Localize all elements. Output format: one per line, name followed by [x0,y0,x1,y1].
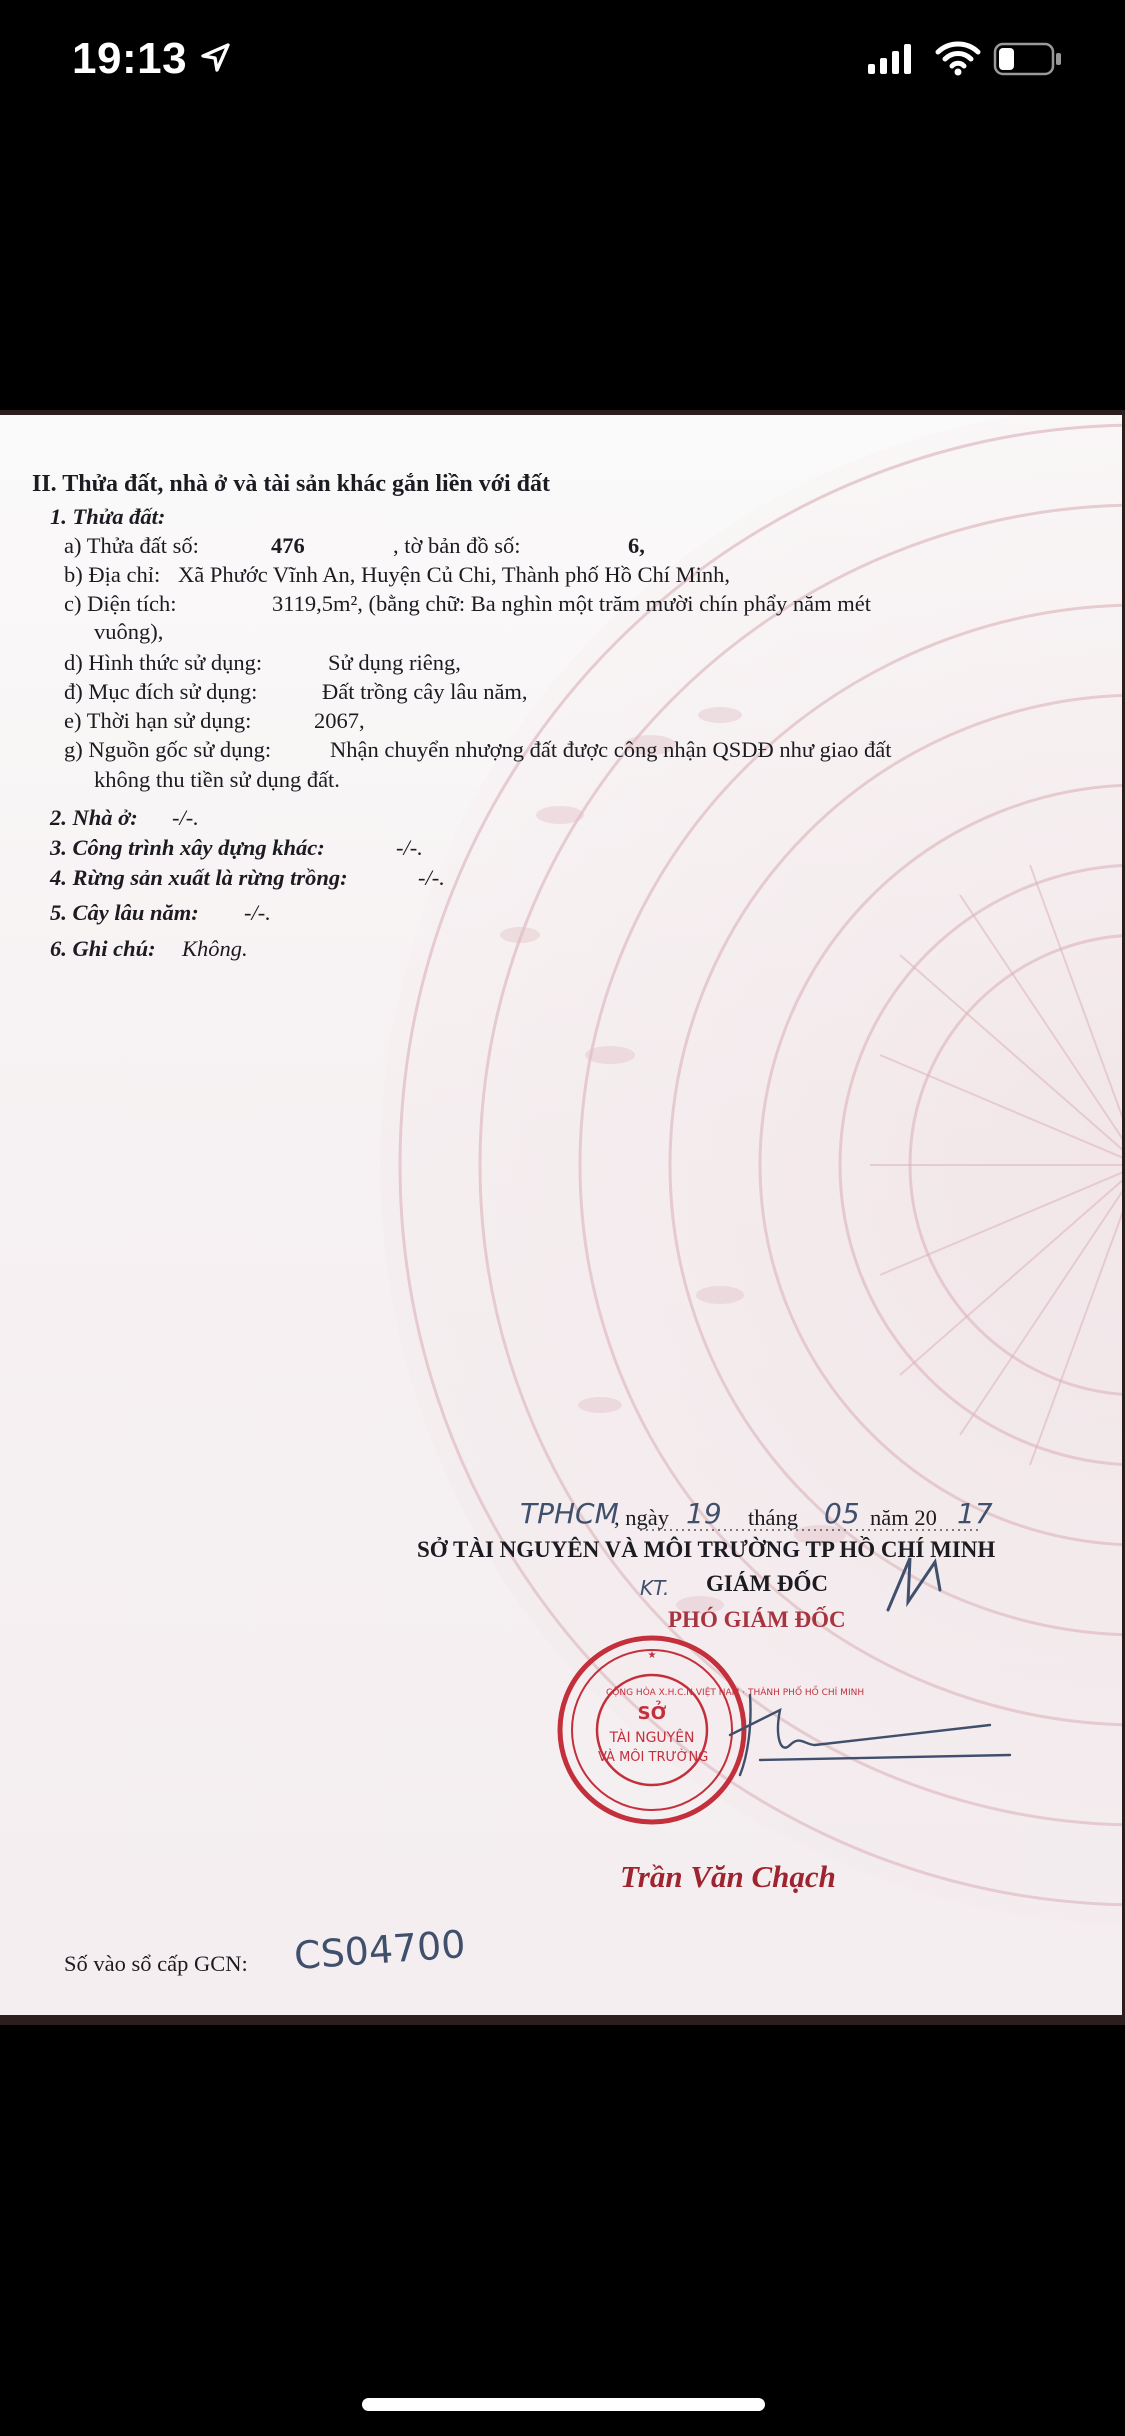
location-arrow-icon [200,42,232,74]
area-label: c) Diện tích: [64,591,177,616]
section-title: II. Thửa đất, nhà ở và tài sản khác gắn liền với đất [32,471,551,497]
item-2-label: 2. Nhà ở: [50,805,138,830]
usage-form-value: Sử dụng riêng, [328,650,461,675]
date-year-label: năm 20 [870,1505,937,1530]
date-day-label: , ngày [614,1505,669,1530]
gcn-registry-handwritten: CS04700 [292,1922,467,1978]
parcel-number-value: 476 [271,533,305,558]
issuing-authority: SỞ TÀI NGUYÊN VÀ MÔI TRƯỜNG TP HỒ CHÍ MINH [417,1537,996,1562]
map-sheet-label: , tờ bản đồ số: [393,533,521,558]
usage-purpose-label: đ) Mục đích sử dụng: [64,679,258,704]
area-value: 3119,5m², (bằng chữ: Ba nghìn một trăm mười chín phẩy năm mét [272,591,871,616]
usage-form-label: d) Hình thức sử dụng: [64,650,263,675]
date-month-handwritten: 05 [824,1497,860,1530]
item-3-label: 3. Công trình xây dựng khác: [50,835,325,860]
date-month-label: tháng [748,1505,798,1530]
area-value-continued: vuông), [94,619,164,644]
svg-text:★: ★ [647,1650,657,1661]
date-day-handwritten: 19 [686,1497,722,1530]
status-time: 19:13 [72,34,188,83]
item-1-heading: 1. Thửa đất: [50,504,166,529]
item-5-value: -/-. [244,900,271,925]
battery-icon [993,42,1063,76]
initial-mark [880,1550,960,1620]
usage-origin-label: g) Nguồn gốc sử dụng: [64,737,272,762]
date-dotted-line [640,1527,980,1533]
usage-term-label: e) Thời hạn sử dụng: [64,708,252,733]
seal-line-2: TÀI NGUYÊN [609,1730,695,1746]
home-indicator[interactable] [362,2398,765,2411]
usage-origin-value: Nhận chuyển nhượng đất được công nhận QSDĐ như giao đất [330,737,892,762]
date-year-handwritten: 17 [957,1497,993,1530]
item-4-label: 4. Rừng sản xuất là rừng trồng: [50,865,348,890]
cellular-signal-icon [868,44,914,74]
item-2-value: -/-. [172,805,199,830]
item-5-label: 5. Cây lâu năm: [50,900,199,925]
item-6-value: Không. [182,936,248,961]
map-sheet-value: 6, [628,533,645,558]
seal-ring-text: CỘNG HÒA X.H.C.N VIỆT NAM · THÀNH PHỐ HỒ CHÍ MINH [606,1688,865,1698]
handwritten-signature [720,1665,1020,1785]
director-title: GIÁM ĐỐC [706,1571,829,1596]
item-3-value: -/-. [396,835,423,860]
usage-origin-value-continued: không thu tiền sử dụng đất. [94,767,340,792]
usage-term-value: 2067, [314,708,365,733]
signer-name: Trần Văn Chạch [620,1859,836,1894]
address-label: b) Địa chỉ: [64,562,161,587]
usage-purpose-value: Đất trồng cây lâu năm, [322,679,528,704]
item-6-label: 6. Ghi chú: [50,936,156,961]
address-value: Xã Phước Vĩnh An, Huyện Củ Chi, Thành phố Hồ Chí Minh, [178,562,731,587]
deputy-director-title: PHÓ GIÁM ĐỐC [668,1607,846,1632]
wifi-icon [935,40,981,76]
land-certificate-page [0,415,1122,2015]
parcel-number-label: a) Thửa đất số: [64,533,199,558]
date-place-handwritten: TPHCM [520,1497,619,1530]
seal-line-3: VÀ MÔI TRƯỜNG [598,1750,709,1765]
kt-mark-handwritten: KT. [640,1576,670,1600]
status-bar [0,0,1125,130]
seal-line-1: SỞ [637,1703,667,1724]
item-4-value: -/-. [418,865,445,890]
gcn-registry-label: Số vào sổ cấp GCN: [64,1951,248,1976]
